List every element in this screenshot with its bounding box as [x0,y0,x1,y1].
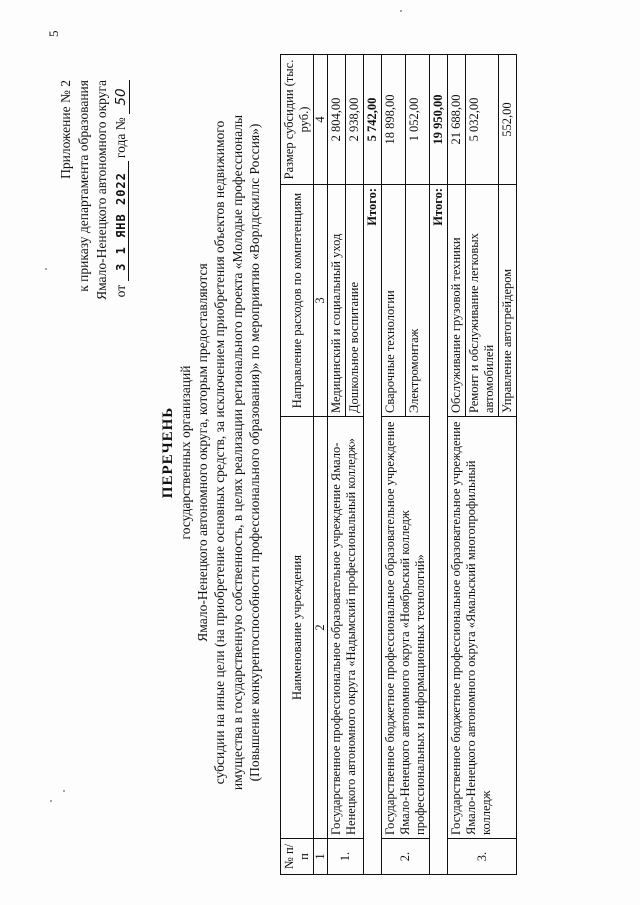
row-number: 1. [328,839,364,875]
subtitle-line-1: государственных организаций [178,365,193,540]
appendix-date-line [113,80,130,297]
row-number: 2. [382,839,430,875]
column-number: 3 [314,185,328,417]
amount-cell: 2 804,00 [328,55,346,185]
table-row [448,55,466,875]
scan-speck [400,10,402,12]
appendix-line-1: к приказу департамента образования [76,80,91,292]
amount-cell: 5 032,00 [466,55,499,185]
amount-cell: 21 688,00 [448,55,466,185]
date-prefix: от [113,284,128,298]
direction-cell: Ремонт и обслуживание легковых автомобилей [466,185,499,417]
total-label: Итого: [364,185,382,875]
column-number: 2 [314,417,328,839]
appendix-line-2: Ямало-Ненецкого автономного округа [94,80,109,300]
institution-name: Государственное бюджетное профессиональное образовательное учреждение Ямало-Ненецкого автономного округа «Ямальский многопрофильный колледж [448,417,517,839]
header-amount: Размер субсидии (тыс. руб.) [281,55,314,185]
direction-cell: Медицинский и социальный уход [328,185,346,417]
total-row [364,55,382,875]
document-title: ПЕРЕЧЕНЬ [160,406,176,499]
amount-cell: 2 938,00 [346,55,364,185]
column-number: 4 [314,55,328,185]
column-number: 1 [314,839,328,875]
subtitle-line-3: субсидии на иные цели (на приобретение основных средств, за исключением приобретения объектов недвижимого [212,120,227,785]
subsidy-table [280,55,517,875]
appendix-title: Приложение № 2 [58,80,73,179]
page-number: 5 [46,30,61,37]
scan-speck [63,790,65,792]
column-number-row [314,55,328,875]
table-row [328,55,346,875]
header-number: № п/п [281,839,314,875]
amount-cell: 18 898,00 [382,55,406,185]
total-row [430,55,448,875]
year-word: года [113,133,128,159]
table-row [382,55,406,875]
table-header-row [281,55,314,875]
direction-cell: Управление автогрейдером [499,185,517,417]
subtitle-line-5: (Повышение конкурентоспособности профессионального образования)» по мероприятию «Ворлдскиллс Россия») [247,123,262,782]
scan-speck [45,268,47,270]
subtitle-line-4: имущества в государственную собственность, в целях реализации регионального проекта «Молодые профессионалы [230,114,245,791]
subtitle-line-2: Ямало-Ненецкого автономного округа, которым предоставляются [195,263,210,642]
header-institution: Наименование учреждения [281,417,314,839]
amount-cell: 552,00 [499,55,517,185]
total-label: Итого: [430,185,448,875]
institution-name: Государственное профессиональное образовательное учреждение Ямало-Ненецкого автономного округа «Надымский профессиональный колледж» [328,417,364,839]
row-number: 3. [448,839,517,875]
amount-cell: 1 052,00 [406,55,430,185]
direction-cell: Электромонтаж [406,185,430,417]
direction-cell: Дошкольное воспитание [346,185,364,417]
header-direction: Направление расходов по компетенциям [281,185,314,417]
direction-cell: Обслуживание грузовой техники [448,185,466,417]
order-number: 50 [113,80,130,114]
institution-name: Государственное бюджетное профессиональное образовательное учреждение Ямало-Ненецкого автономного округа «Ноябрьский колледж профессиональных и информационных технологий» [382,417,430,839]
scan-speck [50,800,52,802]
direction-cell: Сварочные технологии [382,185,406,417]
total-amount: 5 742,00 [364,55,382,185]
number-prefix: № [113,117,128,131]
total-amount: 19 950,00 [430,55,448,185]
order-date: 3 1 ЯНВ 2022 [114,161,129,281]
